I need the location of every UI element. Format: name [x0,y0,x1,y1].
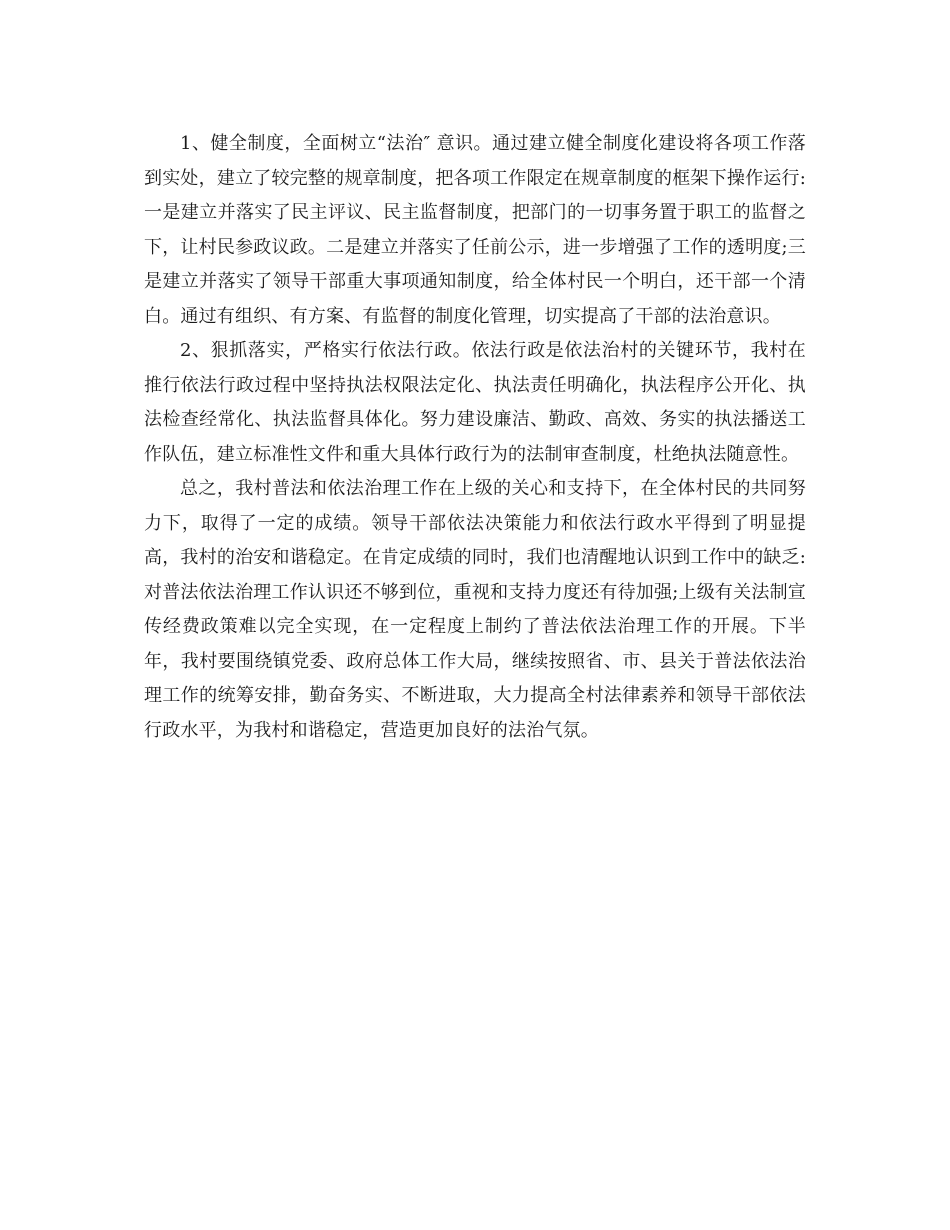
paragraph-institution-building: 1、健全制度，全面树立“法治″ 意识。通过建立健全制度化建设将各项工作落到实处，建立了较完整的规章制度，把各项工作限定在规章制度的框架下操作运行:一是建立并落实了民主评议、民主监督制度，把部门的一切事务置于职工的监督之下，让村民参政议政。二是建立并落实了任前公示，进一步增强了工作的透明度;三是建立并落实了领导干部重大事项通知制度，给全体村民一个明白，还干部一个清白。通过有组织、有方案、有监督的制度化管理，切实提高了干部的法治意识。 [144,133,806,327]
paragraph-law-enforcement: 2、狠抓落实，严格实行依法行政。依法行政是依法治村的关键环节，我村在推行依法行政过程中坚持执法权限法定化、执法责任明确化，执法程序公开化、执法检查经常化、执法监督具体化。努力建设廉洁、勤政、高效、务实的执法播送工作队伍，建立标准性文件和重大具体行政行为的法制审查制度，杜绝执法随意性。 [144,340,806,465]
document-body [144,127,806,748]
paragraph-summary: 总之，我村普法和依法治理工作在上级的关心和支持下，在全体村民的共同努力下，取得了一定的成绩。领导干部依法决策能力和依法行政水平得到了明显提高，我村的治安和谐稳定。在肯定成绩的同时，我们也清醒地认识到工作中的缺乏:对普法依法治理工作认识还不够到位，重视和支持力度还有待加强;上级有关法制宣传经费政策难以完全实现，在一定程度上制约了普法依法治理工作的开展。下半年，我村要围绕镇党委、政府总体工作大局，继续按照省、市、县关于普法依法治理工作的统筹安排，勤奋务实、不断进取，大力提高全村法律素养和领导干部依法行政水平，为我村和谐稳定，营造更加良好的法治气氛。 [144,478,806,741]
